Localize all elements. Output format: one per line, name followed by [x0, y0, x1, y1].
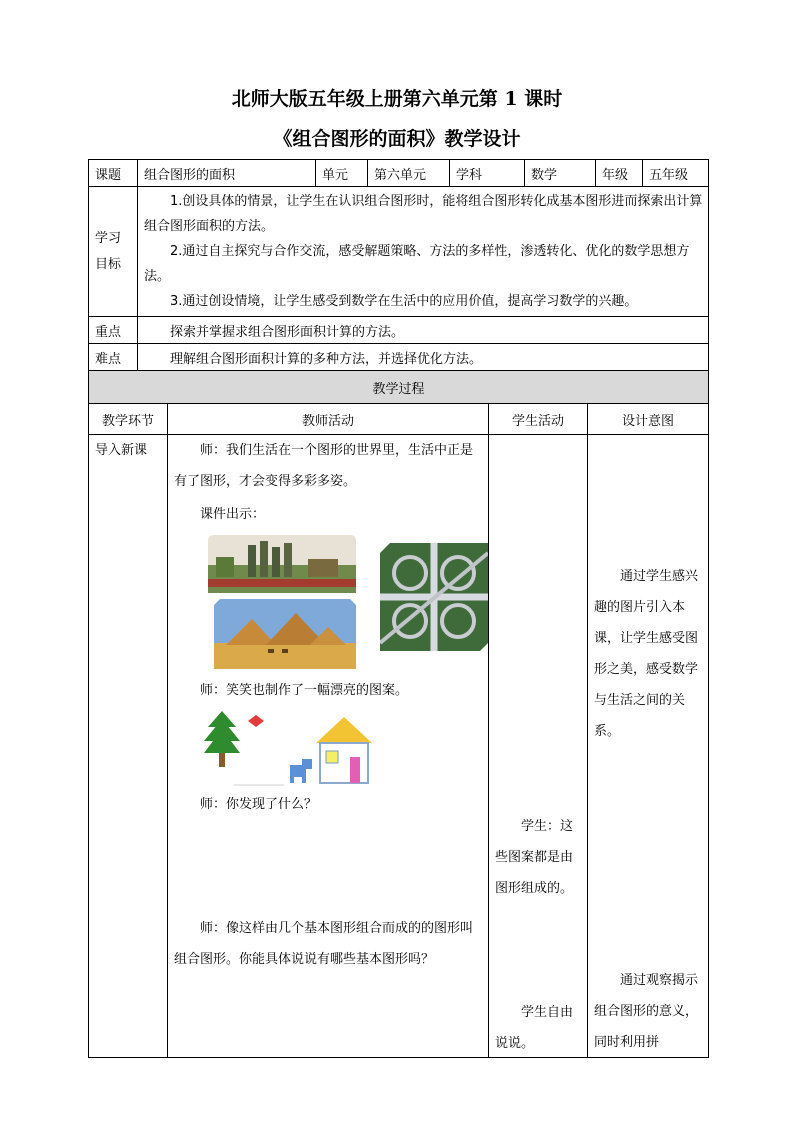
house-icon [316, 717, 372, 783]
objective-3: 3.通过创设情境，让学生感受到数学在生活中的应用价值，提高学习数学的兴趣。 [170, 294, 638, 309]
composite-figure [204, 711, 374, 793]
header-student: 学生活动 [489, 404, 588, 435]
teacher-p1: 师：我们生活在一个图形的世界里，生活中正是有了图形，才会变得多彩多姿。 [174, 443, 474, 489]
highway-photo [380, 543, 488, 651]
teacher-p3: 师：笑笑也制作了一幅漂亮的图案。 [200, 683, 409, 698]
butterfly-icon [248, 715, 264, 727]
objectives-label [89, 187, 138, 317]
process-banner: 教学过程 [89, 371, 709, 404]
topic-label: 课题 [89, 160, 138, 187]
difficulty-value: 理解组合图形面积计算的多种方法，并选择优化方法。 [138, 344, 709, 371]
stage-name: 导入新课 [95, 443, 148, 458]
grade-value: 五年级 [643, 160, 709, 187]
doc-title-line1: 北师大版五年级上册第六单元第 1 课时 [231, 88, 563, 110]
info-row-key [89, 317, 709, 344]
process-row-intro [89, 435, 709, 1058]
teacher-p4: 师：你发现了什么？ [200, 797, 318, 812]
pyramids-photo [214, 599, 356, 669]
objectives-label-2: 目标 [95, 256, 122, 272]
unit-value: 第六单元 [368, 160, 450, 187]
teacher-p2: 课件出示： [200, 507, 266, 522]
info-row-topic [89, 160, 709, 187]
student-cell [489, 435, 588, 1058]
header-stage: 教学环节 [89, 404, 168, 435]
doc-title-line2: 《组合图形的面积》教学设计 [273, 128, 521, 150]
garden-photo [208, 535, 356, 593]
intent-i2: 通过观察揭示组合图形的意义，同时利用拼 [594, 973, 699, 1050]
info-row-objectives [89, 187, 709, 317]
key-value: 探索并掌握求组合图形面积计算的方法。 [138, 317, 709, 344]
student-s1: 学生：这些图案都是由图形组成的。 [495, 819, 574, 896]
header-teacher: 教师活动 [168, 404, 489, 435]
key-label: 重点 [89, 317, 138, 344]
objective-1: 1.创设具体的情景，让学生在认识组合图形时，能将组合图形转化成基本图形进而探索出计算组合图形面积的方法。 [144, 194, 703, 234]
subject-label: 学科 [450, 160, 525, 187]
header-intent: 设计意图 [588, 404, 709, 435]
topic-value: 组合图形的面积 [138, 160, 316, 187]
teacher-cell [168, 435, 489, 1058]
unit-label: 单元 [316, 160, 368, 187]
process-table [88, 403, 709, 1058]
tree-icon [204, 711, 240, 767]
dog-icon [290, 759, 312, 783]
intent-cell [588, 435, 709, 1058]
info-table [88, 159, 709, 404]
teacher-p5: 师：像这样由几个基本图形组合而成的的图形叫组合图形。你能具体说说有哪些基本图形吗？ [174, 921, 474, 967]
objectives-label-1: 学习 [95, 230, 122, 246]
intent-i1: 通过学生感兴趣的图片引入本课，让学生感受图形之美，感受数学与生活之间的关系。 [594, 569, 699, 739]
stage-cell [89, 435, 168, 1058]
grade-label: 年级 [596, 160, 643, 187]
process-banner-row [89, 371, 709, 404]
subject-value: 数学 [525, 160, 596, 187]
objectives-content [138, 187, 709, 317]
process-header-row [89, 404, 709, 435]
info-row-difficulty [89, 344, 709, 371]
student-s2: 学生自由说说。 [495, 1005, 574, 1051]
difficulty-label: 难点 [89, 344, 138, 371]
objective-2: 2.通过自主探究与合作交流，感受解题策略、方法的多样性，渗透转化、优化的数学思想方法。 [144, 244, 690, 284]
